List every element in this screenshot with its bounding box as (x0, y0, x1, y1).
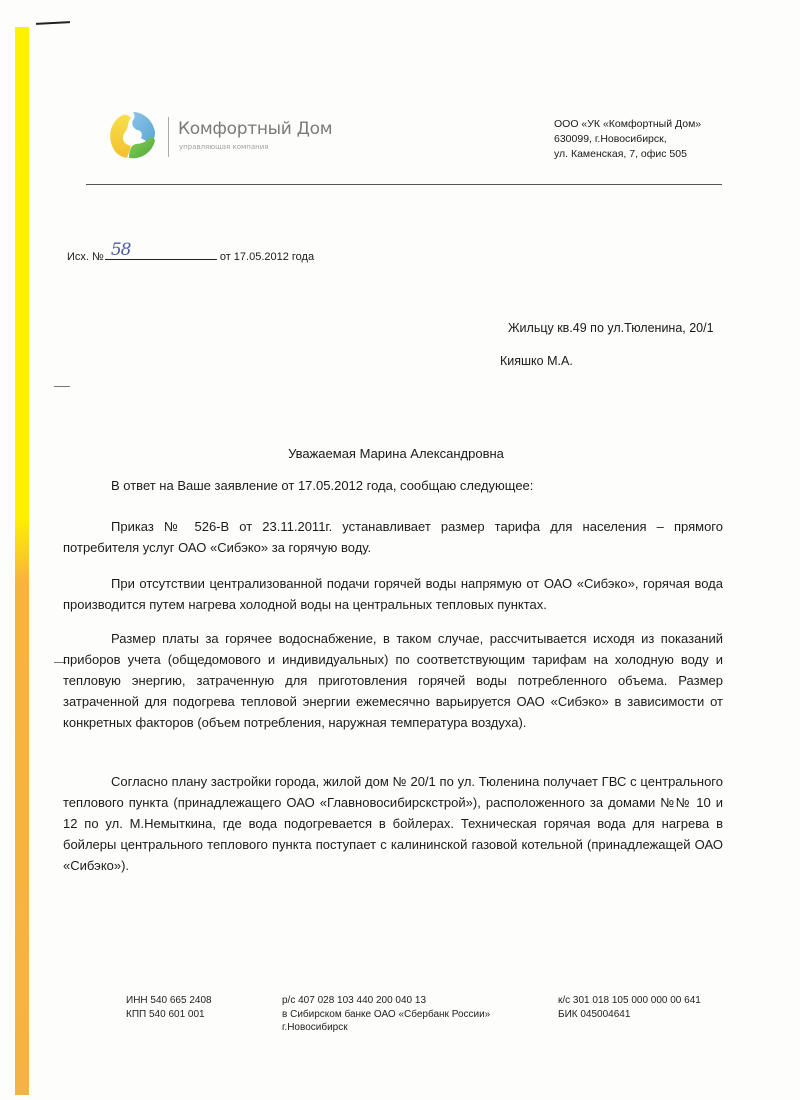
company-logo-icon (107, 110, 157, 160)
footer-bik: БИК 045004641 (558, 1008, 631, 1020)
company-street: ул. Каменская, 7, офис 505 (554, 148, 687, 160)
salutation-text: Уважаемая Марина Александровна (288, 446, 504, 461)
letter-paragraph (63, 573, 723, 615)
letter-paragraph (63, 771, 723, 876)
footer-kpp: КПП 540 601 001 (126, 1008, 205, 1020)
outgoing-reference (67, 240, 315, 263)
company-postal: 630099, г.Новосибирск, (554, 133, 667, 145)
paragraph-text: При отсутствии централизованной подачи горячей воды напрямую от ОАО «Сибэко», горячая вода производится путем нагрева холодной воды на центральных тепловых пунктах. (63, 576, 723, 612)
company-name: ООО «УК «Комфортный Дом» (554, 118, 702, 130)
salutation (0, 446, 800, 461)
letter-paragraph (63, 628, 723, 733)
footer-bank-city: г.Новосибирск (282, 1022, 348, 1033)
footer-bank: в Сибирском банке ОАО «Сбербанк России» (282, 1008, 491, 1020)
paragraph-text: Размер платы за горячее водоснабжение, в таком случае, рассчитывается исходя из показаний приборов учета (общедомового и индивидуальных) по соответствующим тарифам на холодную воду и тепловую энергию, затраченную для приготовления горячей воды потребленного объема. Размер затраченной для подогрева тепловой энергии ежемесячно варьируется ОАО «Сибэко» в зависимости от конкретных факторов (объем потребления, наружная температура воздуха). (63, 631, 723, 730)
footer-correspondent (558, 994, 701, 1021)
letterhead-accent-bar (15, 27, 29, 1095)
fold-mark (54, 386, 70, 387)
footer-bank-account (282, 994, 490, 1035)
company-address (554, 117, 701, 162)
outgoing-number-field (105, 240, 217, 260)
paragraph-text: Приказ № 526-В от 23.11.2011г. устанавливает размер тарифа для населения – прямого потребителя услуг ОАО «Сибэко» за горячую воду. (63, 519, 723, 555)
footer-tax-ids (126, 994, 212, 1021)
logo-divider (168, 117, 169, 157)
outgoing-number: 58 (110, 240, 131, 260)
header-divider (86, 184, 722, 185)
recipient-block (500, 312, 714, 378)
recipient-name: Кияшко М.А. (500, 354, 573, 368)
footer-account: р/с 407 028 103 440 200 040 13 (282, 995, 427, 1006)
brand-name: Комфортный Дом (178, 119, 333, 139)
brand-subtitle: управляющая компания (179, 143, 269, 151)
recipient-address: Жильцу кв.49 по ул.Тюленина, 20/1 (508, 321, 714, 335)
paragraph-text: Согласно плану застройки города, жилой дом № 20/1 по ул. Тюленина получает ГВС с центрального теплового пункта (принадлежащего ОАО «Главновосибирскстрой»), расположенного за домами №№ 10 и 12 по ул. М.Немыткина, где вода подогревается в бойлерах. Техническая горячая вода для нагрева в бойлеры центрального теплового пункта поступает с калининской газовой котельной (принадлежащей ОАО «Сибэко»). (63, 774, 723, 873)
outgoing-prefix: Исх. № (67, 251, 104, 263)
scan-mark (36, 21, 70, 25)
letter-intro (63, 475, 723, 496)
footer-corr-account: к/с 301 018 105 000 000 00 641 (558, 995, 701, 1006)
letter-paragraph (63, 516, 723, 558)
footer-inn: ИНН 540 665 2408 (126, 995, 212, 1006)
intro-text: В ответ на Ваше заявление от 17.05.2012 года, сообщаю следующее: (111, 478, 534, 493)
outgoing-date: от 17.05.2012 года (219, 251, 315, 263)
